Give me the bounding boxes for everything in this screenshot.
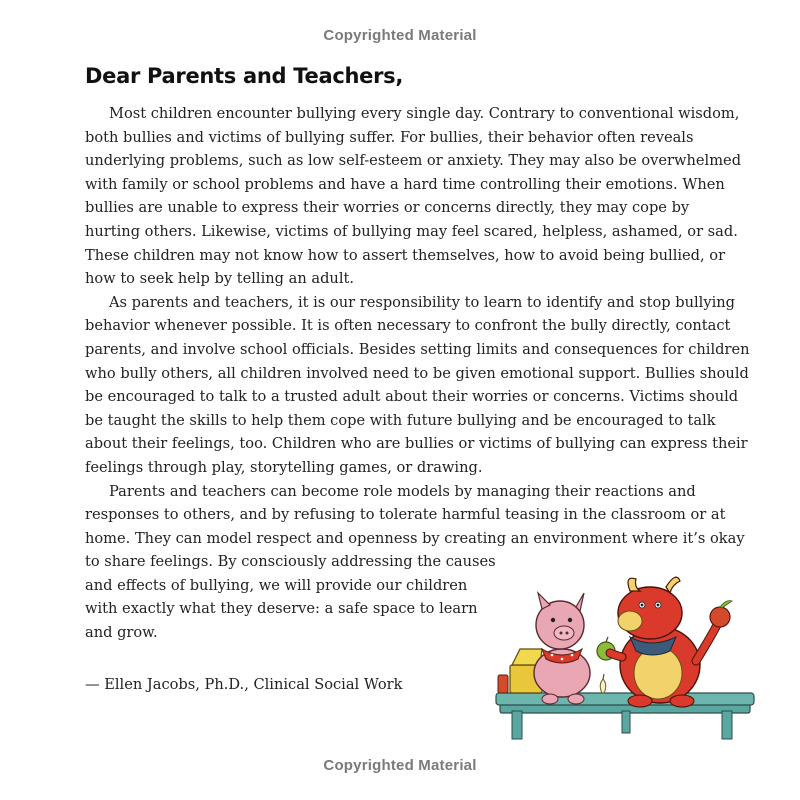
paragraph: [85, 102, 742, 291]
paragraph-line: who bully others, all children involved need to be given emotional support. Bullies should: [85, 364, 749, 382]
paragraph-line: feelings through play, storytelling games, or drawing.: [85, 458, 483, 476]
paragraph-line: underlying problems, such as low self-esteem or anxiety. They may also be overwhelmed: [85, 152, 742, 170]
pig-and-cow-on-bench-illustration: [490, 565, 760, 745]
paragraph-line: As parents and teachers, it is our responsibility to learn to identify and stop bullying: [109, 293, 735, 311]
paragraph-line: be taught the skills to help them cope with future bullying and be encouraged to talk: [85, 411, 716, 429]
paragraph-line: how to seek help by telling an adult.: [85, 270, 354, 288]
paragraph-line: bullies are unable to express their worries or concerns directly, they may cope by: [85, 199, 690, 217]
copyright-watermark-top: Copyrighted Material: [323, 27, 477, 44]
paragraph-line: These children may not know how to assert themselves, how to avoid being bullied, or: [85, 246, 726, 264]
paragraph-line: and grow.: [85, 624, 158, 642]
letter-heading: Dear Parents and Teachers,: [85, 64, 403, 88]
paragraph-line: home. They can model respect and openness by creating an environment where it’s okay: [85, 529, 745, 547]
letter-body: [85, 102, 750, 645]
paragraph-line: to share feelings. By consciously addressing the causes: [85, 553, 496, 571]
paragraph-line: Parents and teachers can become role models by managing their reactions and: [109, 482, 696, 500]
paragraph: [85, 291, 750, 480]
bench: [496, 693, 754, 739]
paragraph-line: responses to others, and by refusing to tolerate harmful teasing in the classroom or at: [85, 506, 726, 524]
cow-character: [610, 577, 718, 707]
paragraph-line: behavior whenever possible. It is often necessary to confront the bully directly, contact: [85, 317, 731, 335]
paragraph-line: hurting others. Likewise, victims of bullying may feel scared, helpless, ashamed, or sad.: [85, 222, 738, 240]
paragraph-line: about their feelings, too. Children who are bullies or victims of bullying can express their: [85, 435, 748, 453]
signature: — Ellen Jacobs, Ph.D., Clinical Social Work: [85, 676, 403, 693]
copyright-watermark-bottom: Copyrighted Material: [323, 757, 477, 774]
paragraph-line: with exactly what they deserve: a safe space to learn: [85, 600, 478, 618]
paragraph-line: parents, and involve school officials. Besides setting limits and consequences for children: [85, 340, 750, 358]
red-apple-icon: [710, 601, 732, 627]
apple-core-icon: [600, 674, 606, 693]
paragraph-line: and effects of bullying, we will provide our children: [85, 576, 468, 594]
paragraph-line: with family or school problems and have a hard time controlling their emotions. When: [85, 175, 725, 193]
paragraph-line: Most children encounter bullying every single day. Contrary to conventional wisdom,: [109, 105, 740, 122]
paragraph-line: be encouraged to talk to a trusted adult about their worries or concerns. Victims should: [85, 388, 739, 406]
paragraph-line: both bullies and victims of bullying suffer. For bullies, their behavior often reveals: [85, 128, 694, 146]
